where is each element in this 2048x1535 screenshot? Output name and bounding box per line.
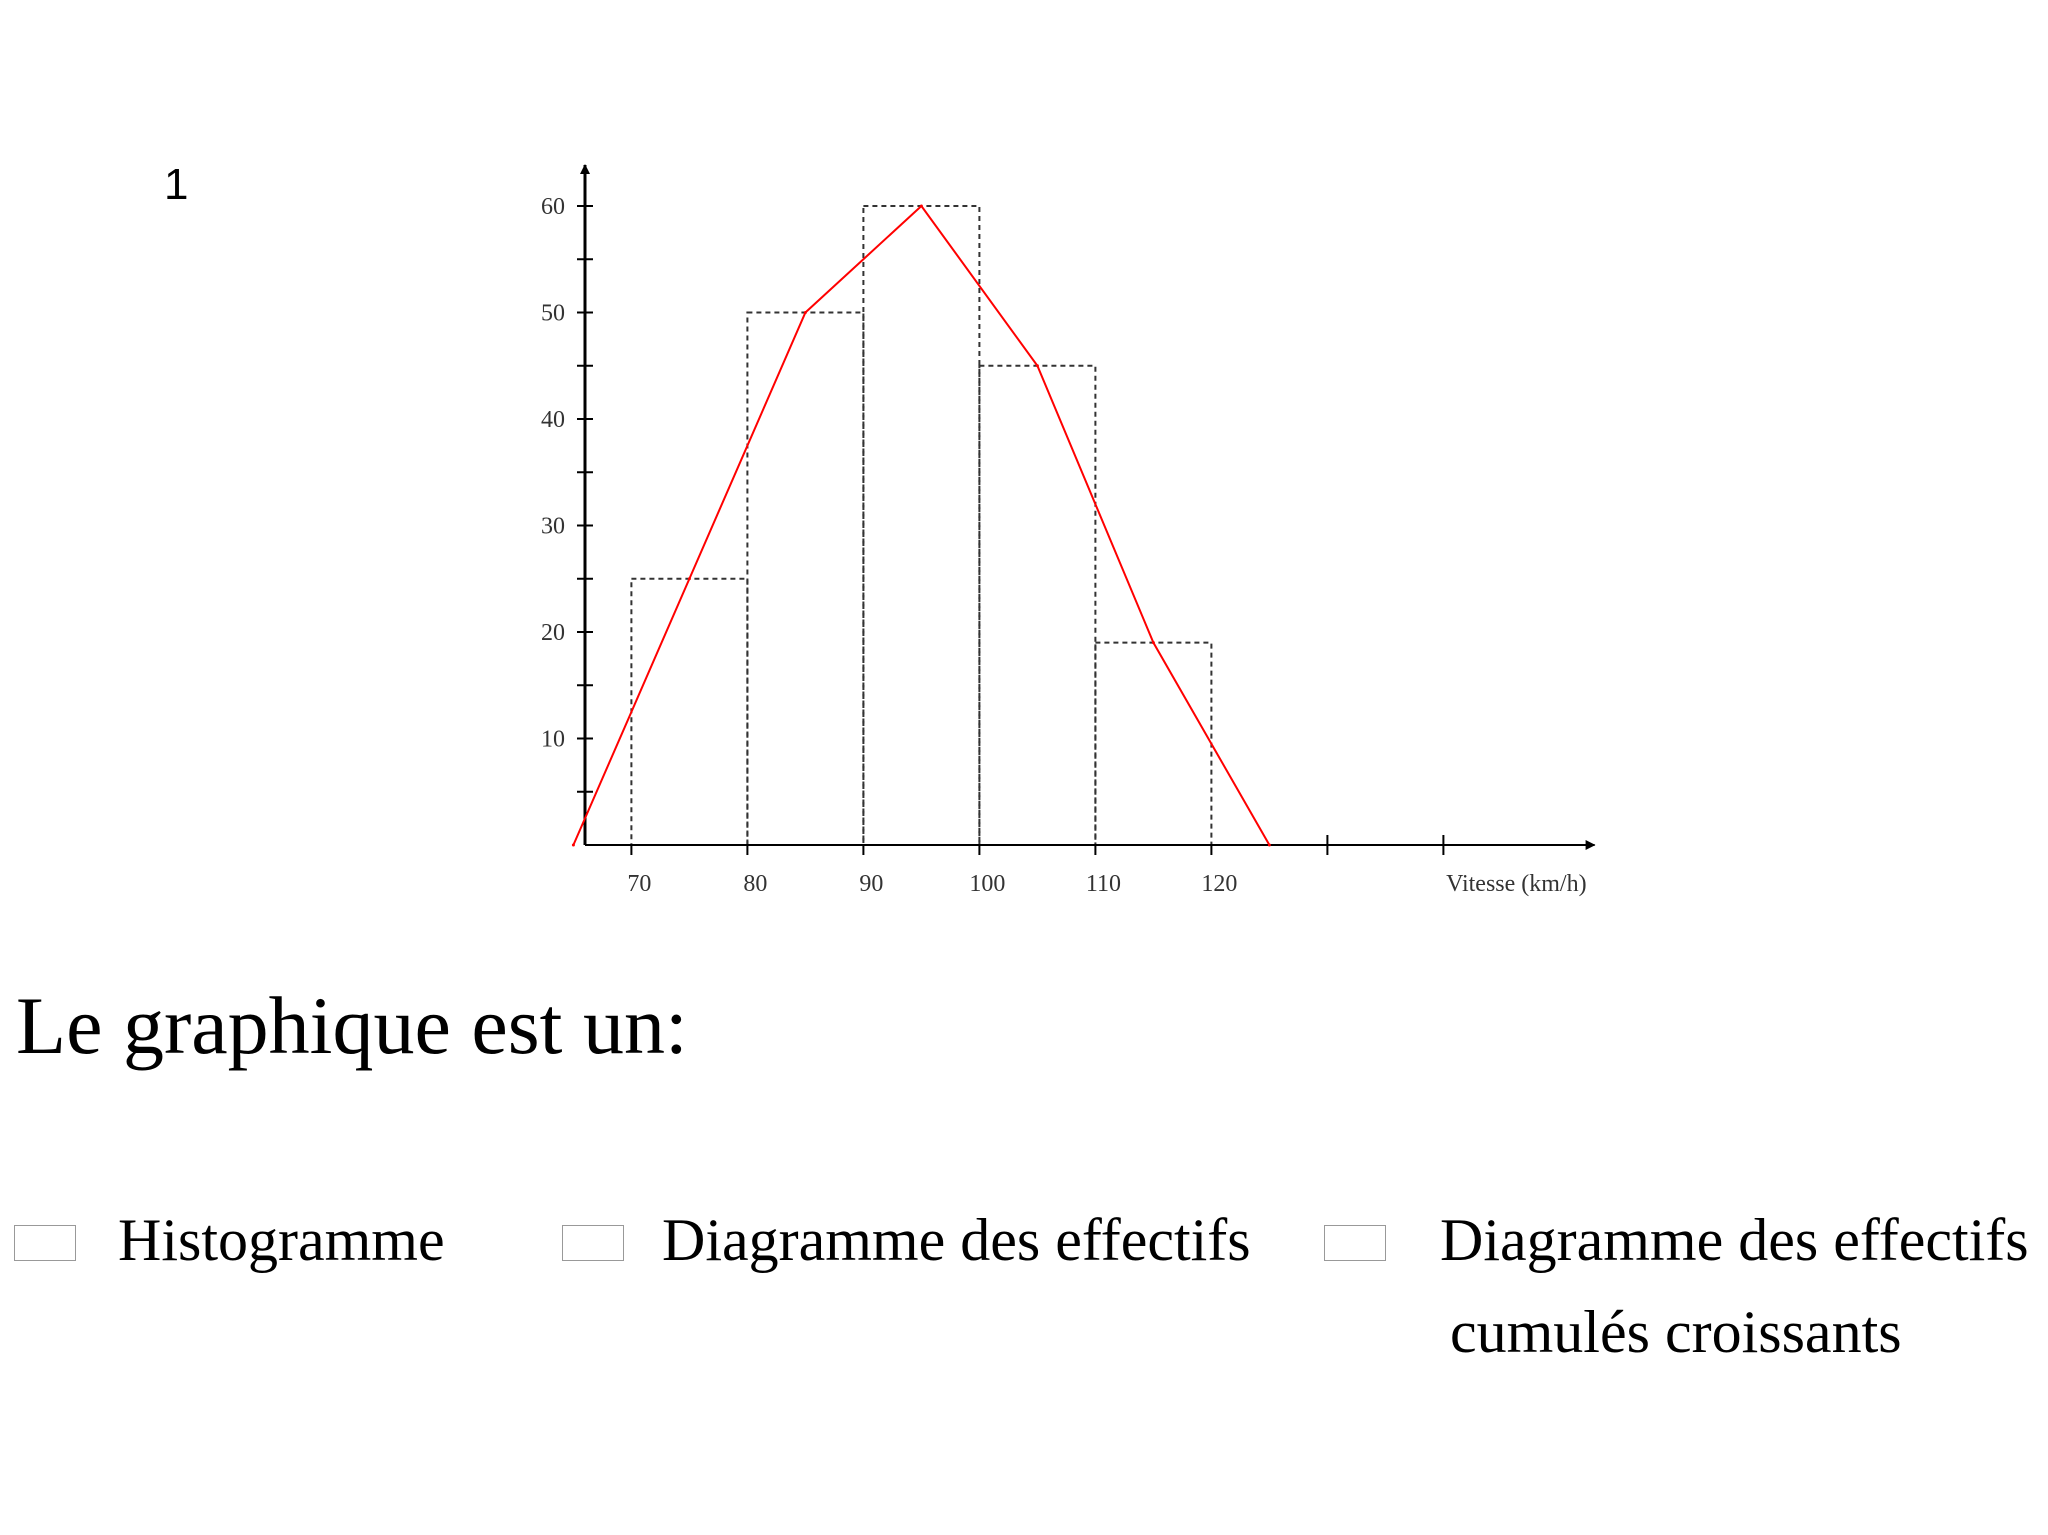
y-tick-label: 60 <box>541 194 565 220</box>
histogram-bar-0 <box>631 579 747 845</box>
polygon-point-2 <box>804 311 807 314</box>
histogram-bar-4 <box>1095 643 1211 845</box>
option-label: Histogramme <box>118 1207 445 1273</box>
x-tick-label: 120 <box>1201 871 1238 897</box>
y-tick-label: 40 <box>541 407 565 433</box>
y-tick-label: 10 <box>541 726 565 753</box>
frequency-polygon-line <box>573 206 1269 845</box>
histogram-bar-2 <box>863 206 979 845</box>
x-tick-label: 110 <box>1085 871 1121 897</box>
polygon-point-3 <box>920 205 923 208</box>
histogram-bar-3 <box>979 366 1095 845</box>
y-tick-label: 30 <box>541 513 565 540</box>
x-tick-label: 80 <box>743 871 768 897</box>
question-text: Le graphique est un: <box>16 980 688 1071</box>
polygon-point-5 <box>1152 641 1155 644</box>
x-tick-label: 100 <box>969 871 1006 897</box>
option-checkbox[interactable] <box>1324 1225 1386 1261</box>
option-checkbox[interactable] <box>562 1225 624 1261</box>
question-number: 1 <box>164 160 189 209</box>
option-label: Diagramme des effectifs <box>1440 1207 2029 1273</box>
y-tick-label: 20 <box>541 620 565 646</box>
option-checkbox[interactable] <box>14 1225 76 1261</box>
polygon-point-0 <box>572 844 575 847</box>
polygon-point-4 <box>1036 364 1039 367</box>
option-label-line2: cumulés croissants <box>1450 1299 1902 1365</box>
polygon-point-6 <box>1268 844 1271 847</box>
x-axis-label: Vitesse (km/h) <box>1446 871 1587 897</box>
polygon-point-1 <box>688 577 691 580</box>
y-tick-label: 50 <box>541 300 565 327</box>
histogram-bar-1 <box>747 313 863 846</box>
option-label: Diagramme des effectifs <box>662 1207 1251 1273</box>
x-tick-label: 70 <box>627 871 652 897</box>
x-tick-label: 90 <box>859 871 884 897</box>
